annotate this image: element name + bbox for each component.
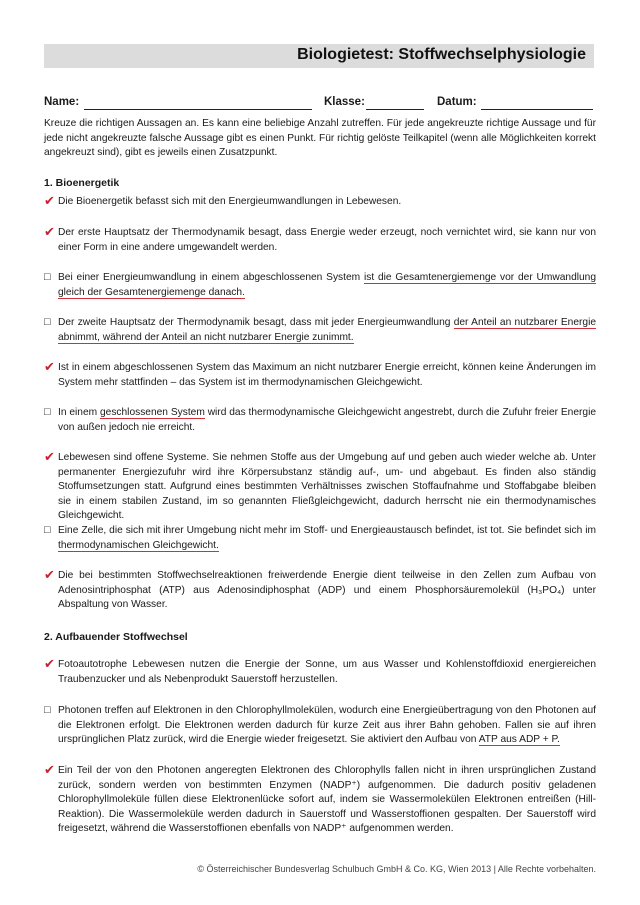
statement-text	[58, 361, 596, 390]
statement-part: Ist in einem abgeschlossenen System das Maximum an nicht nutzbarer Energie erreicht, können keine Änderungen im System mehr stattfinden – das System ist im thermodynamischen Gleichgewicht.	[58, 362, 596, 388]
instructions: Kreuze die richtigen Aussagen an. Es kann eine beliebige Anzahl zutreffen. Für jede angekreuzte richtige Aussage und für jede nicht angekreuzte falsche Aussage gibt es einen Punkt. Für richtig gelöste Teilkapitel (wenn alle Möglichkeiten korrekt angekreuzt sind), gibt es jeweils einen Zusatzpunkt.	[44, 118, 596, 159]
statement-text	[58, 195, 596, 210]
highlighted-phrase: ATP aus ADP + P.	[478, 734, 560, 746]
highlighted-phrase: ist die Gesamtenergiemenge vor der Umwandlung gleich der Gesamtenergiemenge danach.	[58, 272, 596, 298]
class-field[interactable]	[366, 109, 424, 110]
statement-text	[58, 658, 596, 687]
statement-part: Photonen treffen auf Elektronen in den Chlorophyllmolekülen, wodurch eine Energieübertragung von den Photonen auf die Elektronen erfolgt. Die Elektronen werden dadurch für kurze Zeit aus ihrer Bahn gehoben. Fallen sie auf ihren ursprünglichen Platz zurück, wird die Energie wieder freigesetzt. Sie aktiviert den Aufbau von	[58, 705, 596, 746]
statement-part: Fotoautotrophe Lebewesen nutzen die Energie der Sonne, um aus Wasser und Kohlenstoffdioxid energiereichen Traubenzucker und als Nebenprodukt Sauerstoff herzustellen.	[58, 659, 596, 685]
statement-part: Der erste Hauptsatz der Thermodynamik besagt, dass Energie weder erzeugt, noch vernichtet wird, sie kann nur von einer Form in eine andere umgewandelt werden.	[58, 227, 596, 253]
section-title-2: 2. Aufbauender Stoffwechsel	[44, 631, 188, 643]
student-info-row	[44, 96, 596, 112]
name-label: Name:	[44, 96, 80, 108]
statement-text	[58, 406, 596, 435]
checkmark-icon[interactable]: ✔	[44, 193, 55, 208]
checkmark-icon[interactable]: ✔	[44, 449, 55, 464]
statement-part: Die Bioenergetik befasst sich mit den Energieumwandlungen in Lebewesen.	[58, 196, 402, 207]
empty-checkbox-icon[interactable]: □	[44, 704, 51, 716]
statement-part: wird das thermodynamische Gleichgewicht angestrebt, durch die Zufuhr freier Energie von außen jedoch nie erreicht.	[58, 407, 596, 433]
section-title-1: 1. Bioenergetik	[44, 177, 120, 189]
title-bar	[44, 44, 594, 68]
highlighted-phrase: thermodynamischen Gleichgewicht.	[58, 539, 219, 551]
checkmark-icon[interactable]: ✔	[44, 656, 55, 671]
page-title: Biologietest: Stoffwechselphysiologie	[297, 46, 586, 63]
checkmark-icon[interactable]: ✔	[44, 359, 55, 374]
name-field[interactable]	[84, 109, 312, 110]
statement-text	[58, 316, 596, 345]
date-label: Datum:	[437, 96, 477, 108]
statement-text	[58, 226, 596, 255]
checkmark-icon[interactable]: ✔	[44, 762, 55, 777]
statement-text	[58, 764, 596, 837]
empty-checkbox-icon[interactable]: □	[44, 316, 51, 328]
statement-part: In einem	[58, 407, 100, 418]
statement-part: Ein Teil der von den Photonen angeregten Elektronen des Chlorophylls fallen nicht in ihren ursprünglichen Zustand zurück, sondern werden von bestimmten Enzymen (NADP⁺) aufgenommen. Die dadurch positiv geladenen Chlorophyllmoleküle füllen diese Elektronenlücke sofort auf, indem sie Wassermolekülen Elektronen entreißen (Hill-Reaktion). Die Wassermoleküle werden dadurch in Sauerstoff und Wasserstoffionen gespalten. Der Sauerstoff wird freigesetzt, während die Wasserstoffionen ebenfalls von NADP⁺ aufgenommen werden.	[58, 765, 596, 835]
statement-part: Der zweite Hauptsatz der Thermodynamik besagt, dass mit jeder Energieumwandlung	[58, 317, 454, 328]
statement-text	[58, 451, 596, 524]
empty-checkbox-icon[interactable]: □	[44, 406, 51, 418]
statement-text	[58, 524, 596, 553]
checkmark-icon[interactable]: ✔	[44, 567, 55, 582]
class-label: Klasse:	[324, 96, 365, 108]
statement-part: Bei einer Energieumwandlung in einem abgeschlossenen System	[58, 272, 364, 283]
highlighted-phrase: der Anteil an nutzbarer Energie abnimmt, während der Anteil an nicht nutzbarer Energie zunimmt.	[58, 317, 596, 343]
empty-checkbox-icon[interactable]: □	[44, 271, 51, 283]
date-field[interactable]	[481, 109, 593, 110]
statement-text	[58, 271, 596, 300]
highlighted-phrase: geschlossenen System	[100, 407, 205, 418]
statement-part: Eine Zelle, die sich mit ihrer Umgebung nicht mehr im Stoff- und Energieaustausch befindet, ist tot. Sie befindet sich im	[58, 525, 596, 536]
statement-part: Lebewesen sind offene Systeme. Sie nehmen Stoffe aus der Umgebung auf und geben auch wieder welche ab. Unter permanenter Energiezufuhr wird ihre Körpersubstanz ständig auf-, um- und abgebaut. Es finden also ständig Stoffumsetzungen statt. Aufgrund eines bestimmten Verhältnisses zwischen Stoffaufnahme und Stoffabgabe bleiben sie in einem stabilen Zustand, im so genannten Fließgleichgewicht, dadurch herrscht nie ein thermodynamisches Gleichgewicht.	[58, 452, 596, 522]
checkmark-icon[interactable]: ✔	[44, 224, 55, 239]
empty-checkbox-icon[interactable]: □	[44, 524, 51, 536]
statement-part: Die bei bestimmten Stoffwechselreaktionen freiwerdende Energie dient teilweise in den Zellen zum Aufbau von Adenosintriphosphat (ATP) aus Adenosindiphosphat (ADP) und einem Phosphorsäuremolekül (H₃PO₄) unter Abspaltung von Wasser.	[58, 570, 596, 611]
statement-text	[58, 569, 596, 613]
copyright-footer: © Österreichischer Bundesverlag Schulbuch GmbH & Co. KG, Wien 2013 | Alle Rechte vorbehalten.	[197, 864, 596, 874]
statement-text	[58, 704, 596, 748]
